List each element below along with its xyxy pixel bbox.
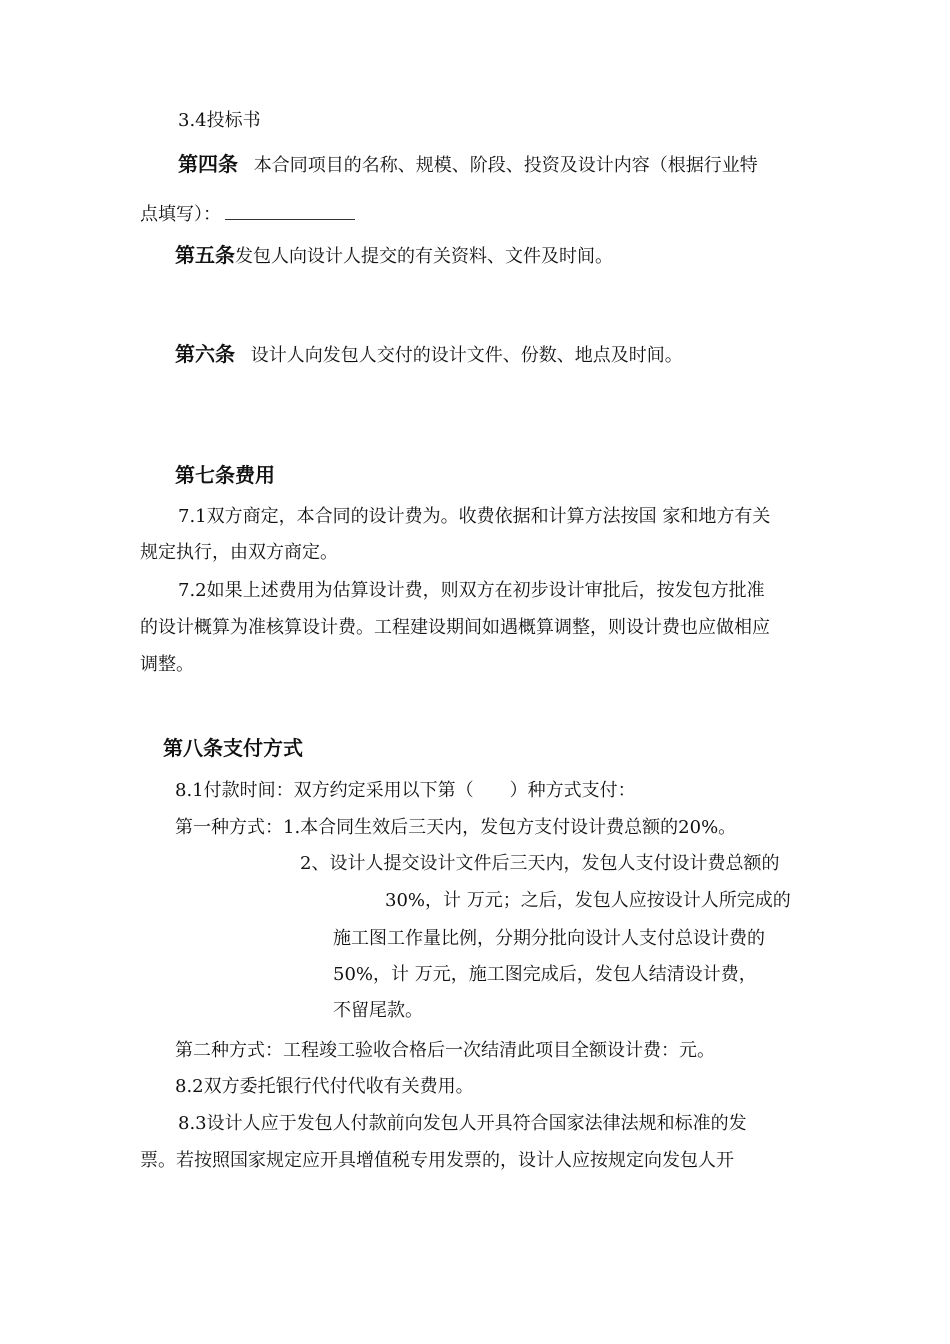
method-1-item-2-line5: 不留尾款。	[333, 1000, 423, 1021]
fill-in-blank[interactable]	[225, 203, 355, 220]
article-7-title: 第七条费用	[175, 463, 275, 487]
article-6	[175, 343, 683, 367]
article-5-text: 发包人向设计人提交的有关资料、文件及时间。	[235, 246, 613, 267]
article-6-title: 第六条	[175, 342, 235, 366]
article-4-text: 本合同项目的名称、规模、阶段、投资及设计内容（根据行业特	[253, 155, 758, 176]
method-1-item-2-line1: 2、设计人提交设计文件后三天内，发包人支付设计费总额的	[300, 853, 780, 874]
article-6-text: 设计人向发包人交付的设计文件、份数、地点及时间。	[250, 345, 683, 366]
para-7-1-line1: 7.1双方商定，本合同的设计费为。收费依据和计算方法按国 家和地方有关	[178, 506, 771, 527]
para-8-1: 8.1付款时间：双方约定采用以下第（ ）种方式支付：	[175, 780, 636, 801]
article-4-title: 第四条	[178, 152, 238, 176]
article-5-title: 第五条	[175, 243, 235, 267]
method-2: 第二种方式：工程竣工验收合格后一次结清此项目全额设计费：元。	[175, 1040, 715, 1061]
method-1-item-2-line4: 50%，计 万元，施工图完成后，发包人结清设计费，	[333, 964, 757, 985]
para-8-2: 8.2双方委托银行代付代收有关费用。	[175, 1076, 474, 1097]
item-3-4: 3.4投标书	[178, 110, 261, 131]
para-7-2-line1: 7.2如果上述费用为估算设计费，则双方在初步设计审批后，按发包方批准	[178, 580, 765, 601]
method-1-item-2-line2: 30%，计 万元；之后，发包人应按设计人所完成的	[385, 890, 791, 911]
method-1-item-2-line3: 施工图工作量比例，分期分批向设计人支付总设计费的	[333, 928, 765, 949]
method-1: 第一种方式：1.本合同生效后三天内，发包方支付设计费总额的20%。	[175, 817, 737, 838]
para-7-2-line2: 的设计概算为准核算设计费。工程建设期间如遇概算调整，则设计费也应做相应	[140, 617, 770, 638]
para-7-1-line2: 规定执行，由双方商定。	[140, 542, 338, 563]
article-4-text-cont: 点填写）：	[140, 204, 221, 225]
para-7-2-line3: 调整。	[140, 654, 194, 675]
para-8-3-line2: 票。若按照国家规定应开具增值税专用发票的，设计人应按规定向发包人开	[140, 1150, 734, 1171]
article-8-title: 第八条支付方式	[163, 736, 303, 760]
article-4-line1	[178, 153, 758, 177]
article-4-line2	[140, 203, 355, 226]
article-5	[175, 244, 613, 268]
para-8-3-line1: 8.3设计人应于发包人付款前向发包人开具符合国家法律法规和标准的发	[178, 1113, 747, 1134]
